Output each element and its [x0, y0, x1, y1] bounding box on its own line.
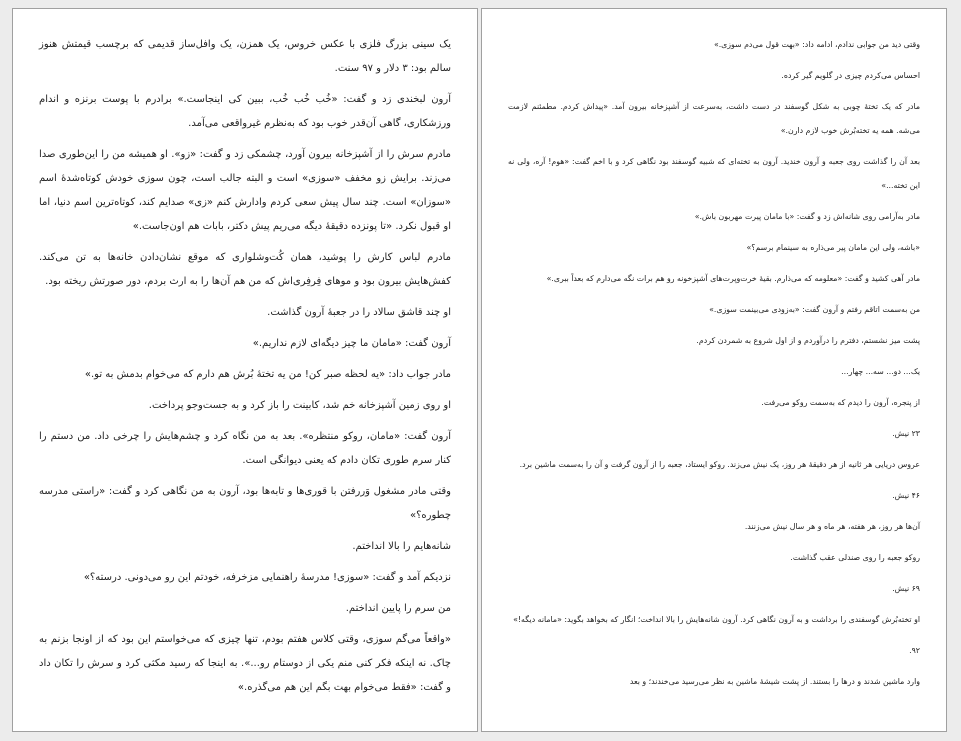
- paragraph: مادر جواب داد: «یه لحظه صبر کن! من یه تختهٔ بُرش هم دارم که می‌خوام بدمش به تو.»: [84, 369, 451, 380]
- paragraph: مادر که یک تختهٔ چوبی به شکل گوسفند در دست داشت، به‌سرعت از آشپزخانه بیرون آمد. «پیداش کردم. مطمئنم لازمت می‌شه. همه یه تخته‌بُرش خوب لازم دارن.»: [508, 102, 920, 135]
- paragraph: او روی زمین آشپزخانه خم شد، کابینت را باز کرد و به جست‌وجو پرداخت.: [148, 400, 451, 411]
- paragraph: او تخته‌بُرش گوسفندی را برداشت و به آرون نگاهی کرد. آرون شانه‌هایش را بالا انداخت؛ انگار که بخواهد بگوید: «مامانه دیگه!»: [513, 615, 920, 624]
- paragraph: مادر به‌آرامی روی شانه‌اش زد و گفت: «با مامان پیرت مهربون باش.»: [694, 212, 920, 221]
- paragraph: آرون لبخندی زد و گفت: «خُب خُب خُب، ببین کی اینجاست.» برادرم با پوست برنزه و اندام ورزشکاری، گاهی آن‌قدر خوب بود که به‌نظرم غیرواقعی می‌آمد.: [39, 94, 451, 129]
- paragraph: من سرم را پایین انداختم.: [345, 603, 451, 614]
- paragraph: من به‌سمت اتاقم رفتم و آرون گفت: «به‌زودی می‌بینمت سوزی.»: [709, 305, 920, 314]
- paragraph: روکو جعبه را روی صندلی عقب گذاشت.: [790, 553, 920, 562]
- paragraph: مادرم لباس کارش را پوشید، همان کُت‌وشلواری که موقع نشان‌دادن خانه‌ها به تن می‌کند. کفش‌هایش بیرون بود و موهای فِرفِری‌اش که من هم آن‌ها را به ارث بردم، دور صورتش ریخته بود.: [39, 252, 451, 287]
- paragraph: از پنجره، آرون را دیدم که به‌سمت روکو می‌رفت.: [761, 398, 920, 407]
- paragraph: «باشه، ولی این مامان پیر می‌ذاره به سینمام برسم؟»: [746, 243, 920, 252]
- paragraph: وقتی دید من جوابی ندادم، ادامه داد: «بهت قول می‌دم سوزی.»: [713, 40, 920, 49]
- paragraph: یک... دو... سه... چهار...: [841, 367, 920, 376]
- left-page: [12, 8, 478, 732]
- paragraph: ۲۳ نیش.: [892, 429, 920, 438]
- paragraph: ۹۲.: [909, 646, 920, 655]
- paragraph: نزدیکم آمد و گفت: «سوزی! مدرسهٔ راهنمایی مزخرفه، خودتم این رو می‌دونی. درسته؟»: [83, 572, 451, 583]
- paragraph: «واقعاً می‌گم سوزی، وقتی کلاس هفتم بودم، تنها چیزی که می‌خواستم این بود که از اونجا بزنم به چاک. نه اینکه فکر کنی منم یکی از دوستام رو...». به اینجا که رسید مکثی کرد و سرش را تکان داد و گفت: «فقط می‌خوام بهت بگم این هم می‌گذره.»: [39, 634, 451, 693]
- paragraph: ۶۹ نیش.: [892, 584, 920, 593]
- paragraph: وقتی مادر مشغول وَررفتن با قوری‌ها و تابه‌ها بود، آرون به من نگاهی کرد و گفت: «راستی مدرسه چطوره؟»: [39, 486, 451, 521]
- right-page-text: [508, 33, 920, 701]
- paragraph: احساس می‌کردم چیزی در گلویم گیر کرده.: [781, 71, 920, 80]
- paragraph: آن‌ها هر روز، هر هفته، هر ماه و هر سال نیش می‌زنند.: [744, 522, 920, 531]
- paragraph: پشت میز نشستم، دفترم را درآوردم و از اول شروع به شمردن کردم.: [696, 336, 920, 345]
- paragraph: عروس دریایی هر ثانیه از هر دقیقهٔ هر روز، یک نیش می‌زند. روکو ایستاد، جعبه را از آرون گرفت و آن را به‌سمت ماشین برد.: [519, 460, 920, 469]
- right-page: [481, 8, 947, 732]
- paragraph: بعد آن را گذاشت روی جعبه و آرون خندید. آرون به تخته‌ای که شبیه گوسفند بود نگاهی کرد و با اخم گفت: «هوم! آره، ولی نه این تخته...»: [508, 157, 920, 190]
- paragraph: یک سینی بزرگ فلزی با عکس خروس، یک همزن، یک وافل‌ساز قدیمی که برچسب قیمتش هنوز سالم بود: ۳ دلار و ۹۷ سنت.: [39, 39, 451, 74]
- paragraph: آرون گفت: «مامان، روکو منتظره». بعد به من نگاه کرد و چشم‌هایش را چرخی داد. من دستم را کنار سرم طوری تکان دادم که یعنی دیوانگی است.: [39, 431, 451, 466]
- paragraph: آرون گفت: «مامان ما چیز دیگه‌ای لازم نداریم.»: [252, 338, 451, 349]
- left-page-text: [39, 33, 451, 707]
- paragraph: ۴۶ نیش.: [892, 491, 920, 500]
- paragraph: مادر آهی کشید و گفت: «معلومه که می‌ذارم. بقیهٔ خرت‌وپرت‌های آشپزخونه رو هم برات نگه می‌دارم که بعداً ببری.»: [546, 274, 920, 283]
- paragraph: وارد ماشین شدند و درها را بستند. از پشت شیشهٔ ماشین به نظر می‌رسید می‌خندند؛ و بعد: [629, 677, 920, 686]
- paragraph: مادرم سرش را از آشپزخانه بیرون آورد، چشمکی زد و گفت: «زو». او همیشه من را این‌طوری صدا می‌زند. برایش زو مخفف «سوزی» است و البته جالب است، چون سوزی خودش کوتاه‌شدهٔ اسم «سوزان» است. چند سال پیش سعی کردم وادارش کنم «زی» صدایم کند، کوتاه‌ترین اسم دنیا، اما او قبول نکرد. «تا پونزده دقیقهٔ دیگه می‌ریم پیش دکتر، بابات هم اون‌جاست.»: [39, 149, 451, 232]
- paragraph: او چند قاشق سالاد را در جعبهٔ آرون گذاشت.: [267, 307, 451, 318]
- paragraph: شانه‌هایم را بالا انداختم.: [352, 541, 451, 552]
